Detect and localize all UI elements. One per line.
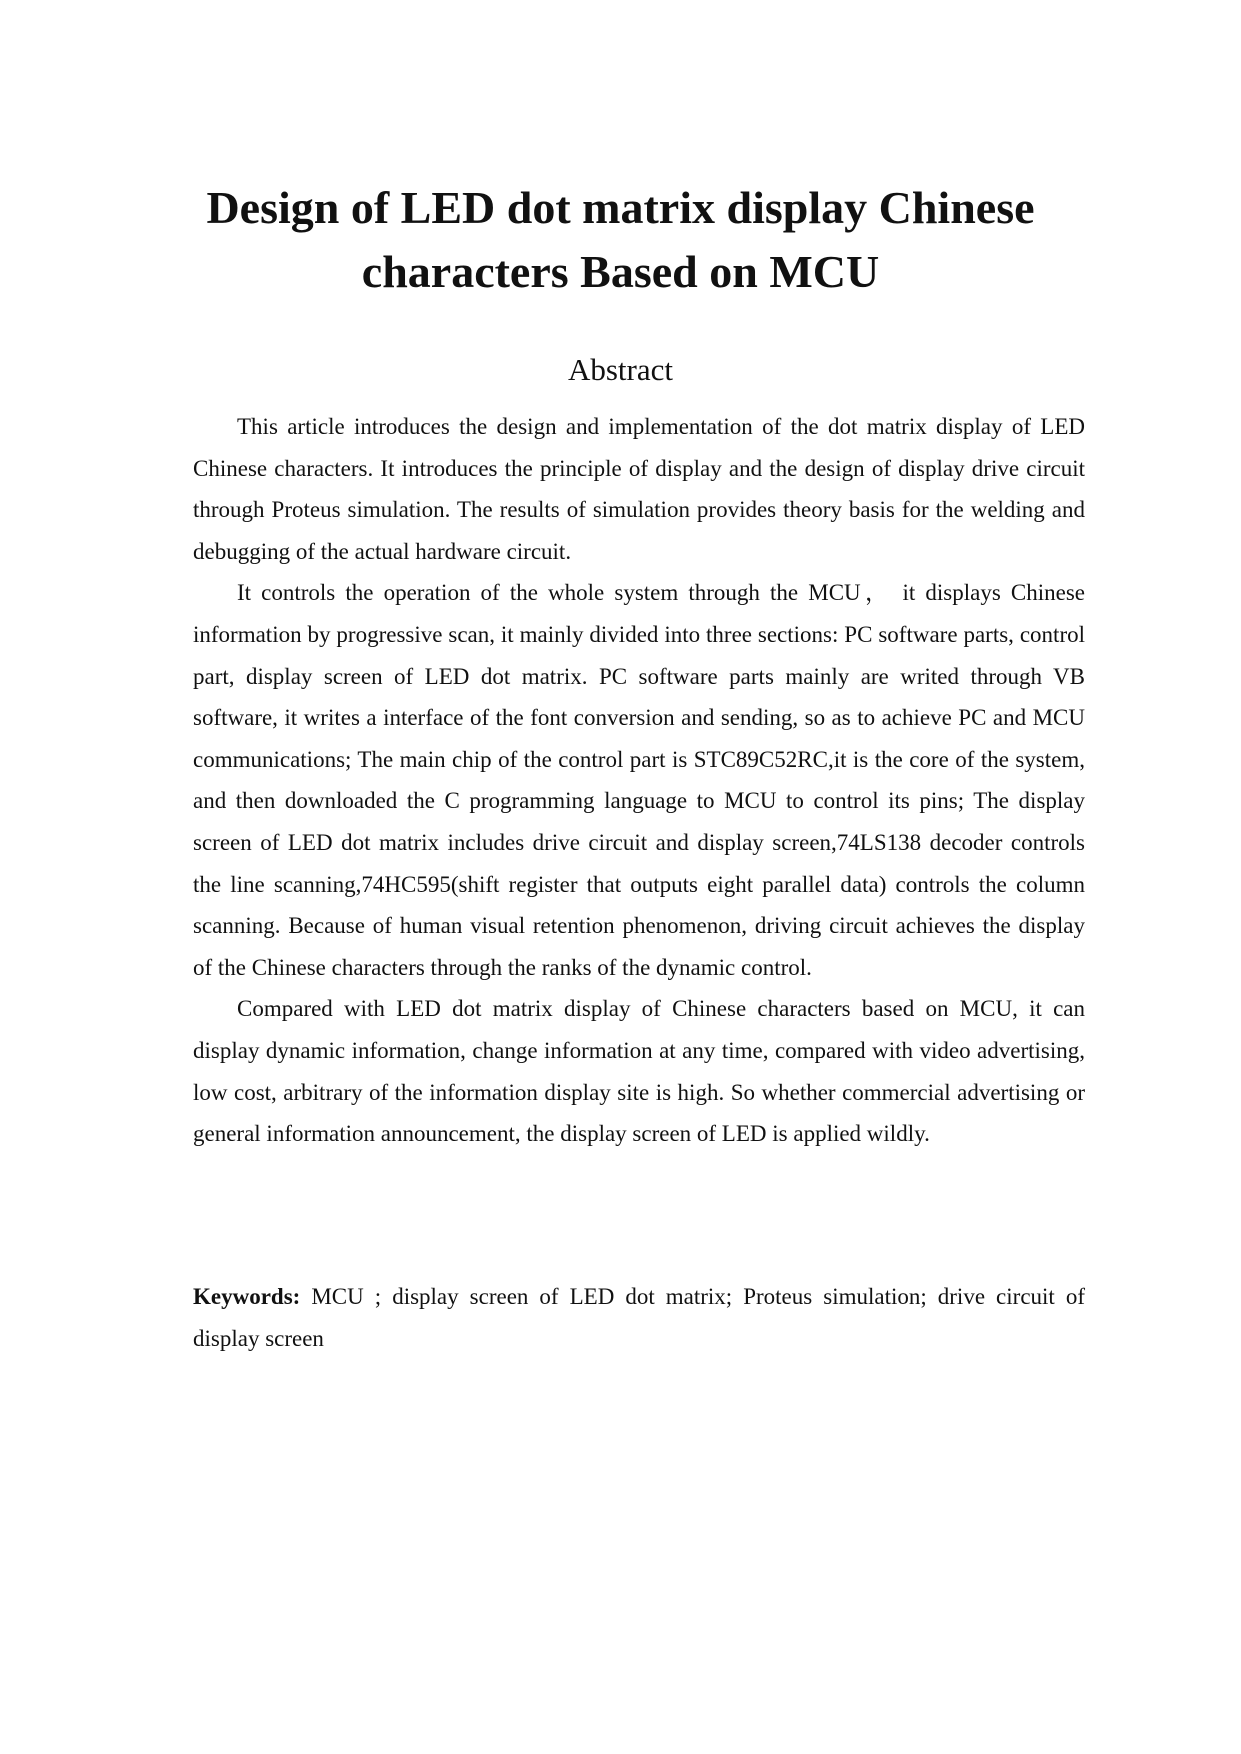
keywords-text: MCU ; display screen of LED dot matrix; Proteus simulation; drive circuit of display screen: [193, 1284, 1085, 1351]
abstract-paragraph-2: It controls the operation of the whole system through the MCU， it displays Chinese information by progressive scan, it mainly divided into three sections: PC software parts, control part, display screen of LED dot matrix. PC software parts mainly are writed through VB software, it writes a interface of the font conversion and sending, so as to achieve PC and MCU communications; The main chip of the control part is STC89C52RC,it is the core of the system, and then downloaded the C programming language to MCU to control its pins; The display screen of LED dot matrix includes drive circuit and display screen,74LS138 decoder controls the line scanning,74HC595(shift register that outputs eight parallel data) controls the column scanning. Because of human visual retention phenomenon, driving circuit achieves the display of the Chinese characters through the ranks of the dynamic control.: [193, 580, 1085, 980]
abstract-paragraph-3: Compared with LED dot matrix display of Chinese characters based on MCU, it can display dynamic information, change information at any time, compared with video advertising, low cost, arbitrary of the information display site is high. So whether commercial advertising or general information announcement, the display screen of LED is applied wildly.: [193, 996, 1085, 1147]
abstract-heading: Abstract: [567, 352, 674, 387]
abstract-body: [193, 406, 1085, 1155]
keywords-label: Keywords:: [193, 1284, 301, 1309]
title-line-2: characters Based on MCU: [361, 246, 880, 297]
abstract-paragraph-1: This article introduces the design and implementation of the dot matrix display of LED Chinese characters. It introduces the principle of display and the design of display drive circuit through Proteus simulation. The results of simulation provides theory basis for the welding and debugging of the actual hardware circuit.: [193, 414, 1085, 564]
keywords-line: [193, 1276, 1085, 1359]
title-line-1: Design of LED dot matrix display Chinese: [206, 182, 1035, 233]
